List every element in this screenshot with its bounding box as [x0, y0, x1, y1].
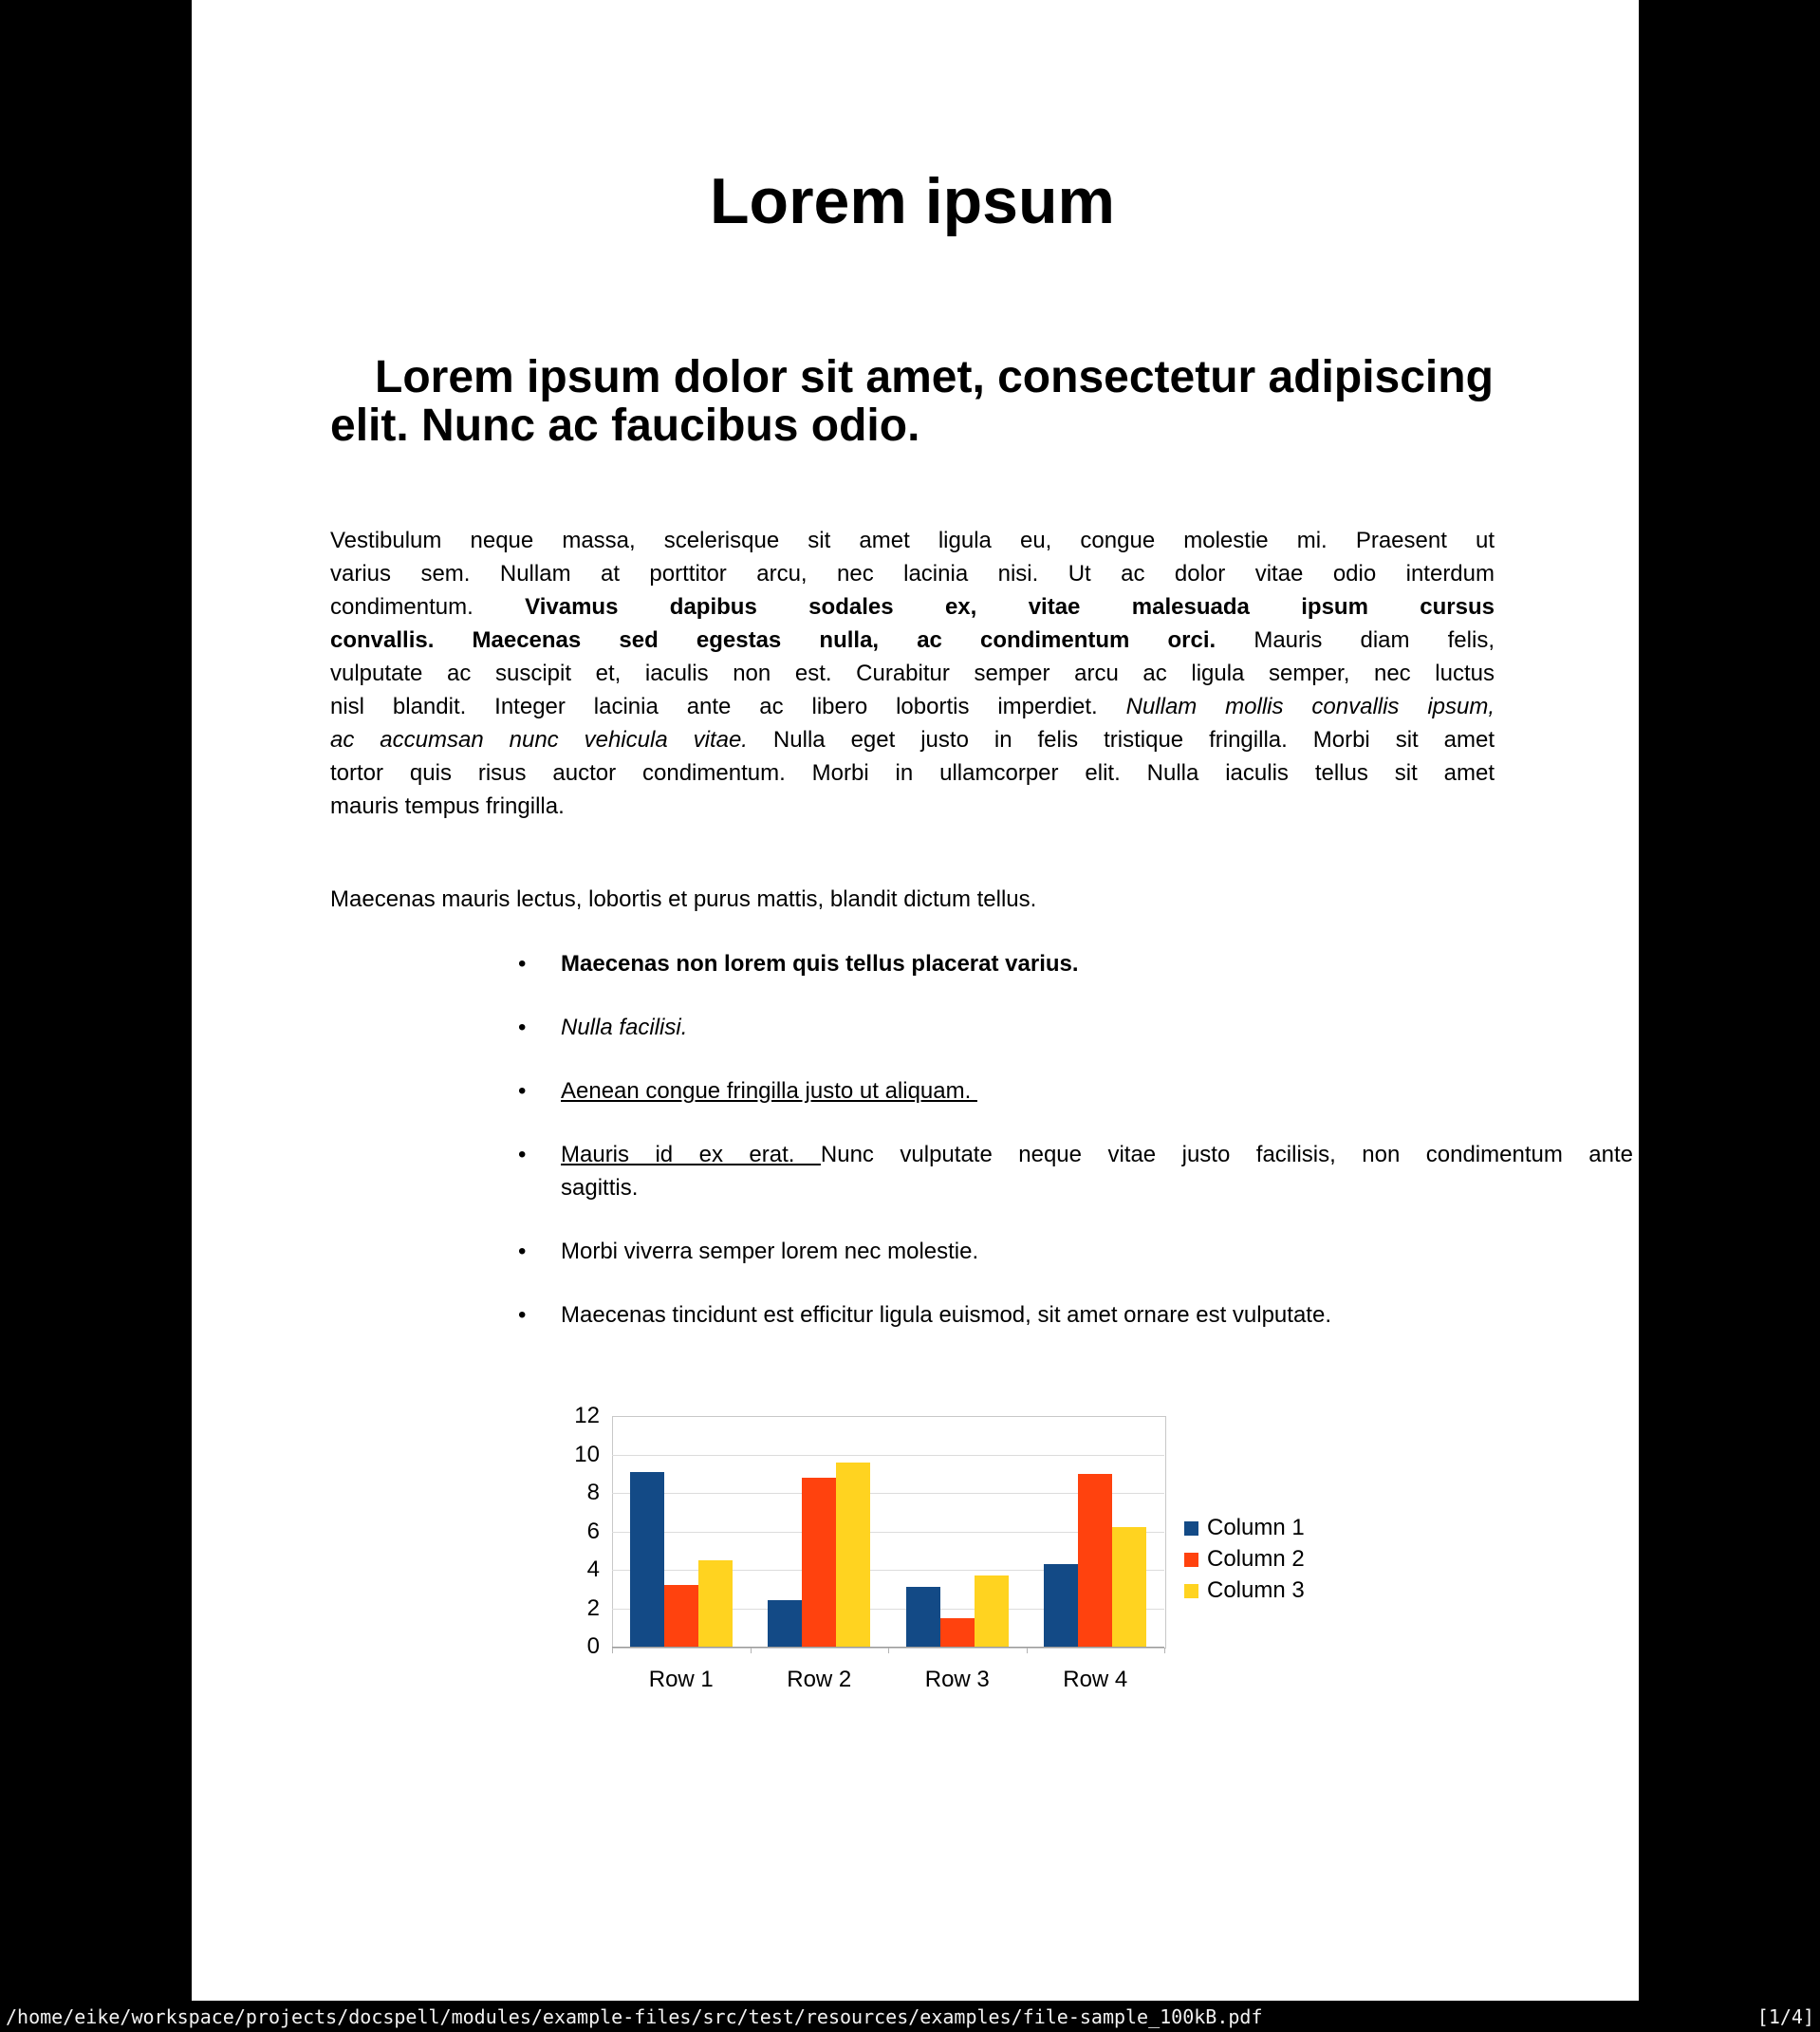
gridline: [612, 1455, 1164, 1456]
body-paragraph-2: Maecenas mauris lectus, lobortis et purus mattis, blandit dictum tellus.: [330, 886, 1037, 912]
bar-row2-column2: [802, 1478, 836, 1647]
x-axis-category-label: Row 4: [1063, 1667, 1128, 1692]
pdf-page: [192, 0, 1639, 2001]
bar-row4-column2: [1078, 1474, 1112, 1647]
text-line: nisl blandit. Integer lacinia ante ac libero lobortis imperdiet. Nullam mollis convallis ipsum,: [330, 694, 1495, 719]
body-paragraph-1: [330, 524, 1495, 823]
bullet-marker: •: [518, 1142, 527, 1167]
legend-label: Column 2: [1207, 1546, 1305, 1572]
x-axis-category-label: Row 3: [924, 1667, 990, 1692]
bullet-marker: •: [518, 951, 527, 977]
bullet-item: [330, 947, 1686, 980]
text-line: Aenean congue fringilla justo ut aliquam.: [561, 1078, 977, 1104]
text-line: ac accumsan nunc vehicula vitae. Nulla eget justo in felis tristique fringilla. Morbi sit amet: [330, 727, 1495, 753]
bar-row1-column2: [664, 1585, 698, 1647]
bar-row4-column3: [1112, 1527, 1146, 1647]
chart-plot-area: [612, 1416, 1166, 1649]
text-line: Vestibulum neque massa, scelerisque sit amet ligula eu, congue molestie mi. Praesent ut: [330, 528, 1495, 553]
y-axis-tick-label: 12: [574, 1403, 600, 1428]
text-line: tortor quis risus auctor condimentum. Morbi in ullamcorper elit. Nulla iaculis tellus sit amet: [330, 760, 1495, 786]
bar-chart: [192, 0, 1639, 2001]
bullet-marker: •: [518, 1015, 527, 1040]
legend-swatch-icon: [1184, 1584, 1198, 1598]
y-axis-tick-label: 0: [586, 1633, 600, 1659]
bar-row3-column2: [940, 1618, 975, 1647]
gridline: [612, 1609, 1164, 1610]
x-axis-tick: [1027, 1648, 1028, 1653]
x-axis-category-label: Row 1: [648, 1667, 714, 1692]
x-axis-tick: [888, 1648, 889, 1653]
y-axis-tick-label: 2: [586, 1594, 600, 1621]
text-line: mauris tempus fringilla.: [330, 793, 565, 819]
bar-row1-column3: [698, 1560, 733, 1647]
text-line: Morbi viverra semper lorem nec molestie.: [561, 1239, 979, 1264]
legend-swatch-icon: [1184, 1553, 1198, 1567]
bullet-item: [330, 1298, 1686, 1332]
bullet-item: [330, 1074, 1686, 1108]
legend-item: [1184, 1516, 1305, 1540]
gridline: [612, 1493, 1164, 1494]
file-path: /home/eike/workspace/projects/docspell/modules/example-files/src/test/resources/examples/file-sample_100kB.pdf: [6, 2004, 1263, 2028]
x-axis-line: [612, 1647, 1164, 1648]
text-line: Maecenas tincidunt est efficitur ligula euismod, sit amet ornare est vulputate.: [561, 1302, 1331, 1328]
gridline: [612, 1570, 1164, 1571]
text-line: varius sem. Nullam at porttitor arcu, nec lacinia nisi. Ut ac dolor vitae odio interdum: [330, 561, 1495, 587]
text-line: condimentum. Vivamus dapibus sodales ex, vitae malesuada ipsum cursus: [330, 594, 1495, 620]
bullet-marker: •: [518, 1239, 527, 1264]
legend-item: [1184, 1578, 1305, 1603]
bar-row3-column1: [906, 1587, 940, 1647]
bar-row1-column1: [630, 1472, 664, 1647]
bullet-item: [330, 1011, 1686, 1044]
bar-row4-column1: [1044, 1564, 1078, 1647]
x-axis-tick: [751, 1648, 752, 1653]
text-line: Mauris id ex erat. Nunc vulputate neque vitae justo facilisis, non condimentum ante: [561, 1142, 1633, 1167]
bar-row2-column1: [768, 1600, 802, 1647]
x-axis-tick: [612, 1648, 613, 1653]
x-axis-tick: [1164, 1648, 1165, 1653]
document-heading: Lorem ipsum dolor sit amet, consectetur adipiscing elit. Nunc ac faucibus odio.: [330, 352, 1494, 451]
document-title: Lorem ipsum: [710, 165, 1115, 237]
bar-row2-column3: [836, 1463, 870, 1647]
legend-label: Column 1: [1207, 1515, 1305, 1540]
x-axis-category-label: Row 2: [787, 1667, 852, 1692]
bullet-item: [330, 1235, 1686, 1268]
text-line: Maecenas non lorem quis tellus placerat varius.: [561, 951, 1079, 977]
text-line: Nulla facilisi.: [561, 1015, 688, 1040]
legend-label: Column 3: [1207, 1577, 1305, 1603]
y-axis-tick-label: 8: [586, 1480, 600, 1505]
text-line: sagittis.: [561, 1175, 639, 1201]
bullet-marker: •: [518, 1302, 527, 1328]
y-axis-tick-label: 6: [586, 1518, 600, 1544]
text-line: vulputate ac suscipit et, iaculis non est. Curabitur semper arcu ac ligula semper, nec luctus: [330, 661, 1495, 686]
y-axis-tick-label: 4: [586, 1557, 600, 1582]
bar-row3-column3: [975, 1575, 1009, 1647]
y-axis-tick-label: 10: [574, 1441, 600, 1467]
bullet-item: [330, 1138, 1686, 1201]
legend-swatch-icon: [1184, 1521, 1198, 1536]
legend-item: [1184, 1547, 1305, 1572]
viewer-status-bar: [0, 2001, 1820, 2032]
text-line: convallis. Maecenas sed egestas nulla, ac condimentum orci. Mauris diam felis,: [330, 627, 1495, 653]
gridline: [612, 1532, 1164, 1533]
page-indicator: [1/4]: [1756, 2004, 1814, 2028]
bullet-marker: •: [518, 1078, 527, 1104]
